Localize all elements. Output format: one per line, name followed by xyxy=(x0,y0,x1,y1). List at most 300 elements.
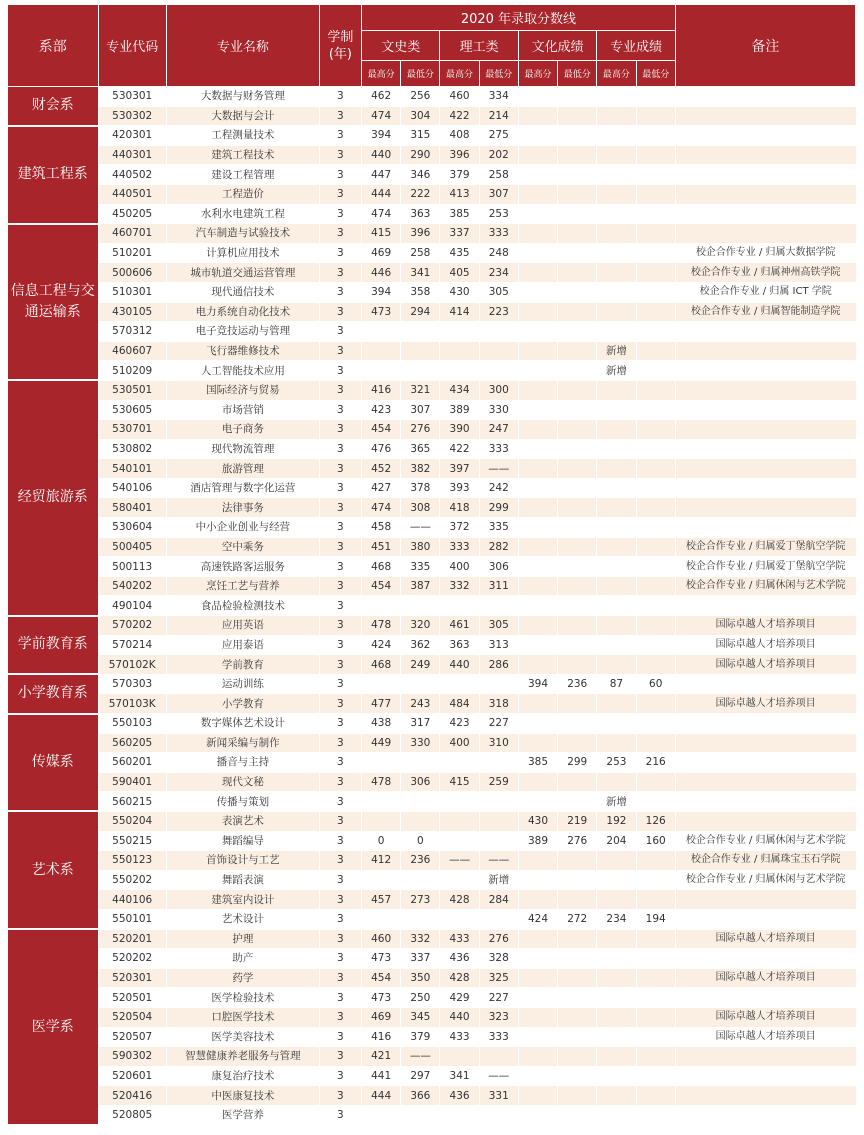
major-code-cell: 550103 xyxy=(98,714,166,734)
wenhua-min-cell xyxy=(558,870,597,890)
remark-cell: 校企合作专业 / 归属爱丁堡航空学院 xyxy=(675,557,855,577)
zhuanye-max-cell xyxy=(597,851,636,871)
major-name-cell: 飞行器维修技术 xyxy=(166,341,319,361)
wenhua-max-cell xyxy=(518,165,557,185)
remark-cell xyxy=(675,733,855,753)
zhuanye-min-cell xyxy=(636,1105,675,1125)
wenhua-max-cell xyxy=(518,949,557,969)
ligong-min-cell: 313 xyxy=(479,635,518,655)
zhuanye-max-cell xyxy=(597,459,636,479)
ligong-min-cell: 284 xyxy=(479,890,518,910)
major-name-cell: 播音与主持 xyxy=(166,753,319,773)
wenshi-min-cell: 297 xyxy=(401,1066,440,1086)
study-years-cell: 3 xyxy=(319,674,361,694)
zhuanye-min-cell xyxy=(636,282,675,302)
wenshi-max-cell xyxy=(362,361,401,381)
zhuanye-min-cell xyxy=(636,537,675,557)
ligong-min-cell: 282 xyxy=(479,537,518,557)
wenshi-max-cell: 412 xyxy=(362,851,401,871)
wenshi-max-cell: 438 xyxy=(362,714,401,734)
major-name-cell: 口腔医学技术 xyxy=(166,1007,319,1027)
major-code-cell: 550101 xyxy=(98,909,166,929)
major-name-cell: 工程测量技术 xyxy=(166,126,319,146)
remark-cell xyxy=(675,361,855,381)
major-name-cell: 新闻采编与制作 xyxy=(166,733,319,753)
major-code-cell: 520301 xyxy=(98,968,166,988)
table-row xyxy=(8,87,856,107)
major-name-cell: 电力系统自动化技术 xyxy=(166,302,319,322)
wenshi-max-cell xyxy=(362,596,401,616)
table-row xyxy=(8,204,856,224)
ligong-max-cell: 484 xyxy=(440,694,479,714)
major-code-cell: 500606 xyxy=(98,263,166,283)
zhuanye-min-cell xyxy=(636,949,675,969)
zhuanye-max-cell xyxy=(597,968,636,988)
zhuanye-max-cell xyxy=(597,870,636,890)
study-years-cell: 3 xyxy=(319,851,361,871)
wenshi-min-cell: 321 xyxy=(401,380,440,400)
study-years-cell: 3 xyxy=(319,1027,361,1047)
study-years-cell: 3 xyxy=(319,165,361,185)
wenhua-min-cell xyxy=(558,341,597,361)
major-name-cell: 中医康复技术 xyxy=(166,1086,319,1106)
ligong-min-cell: —— xyxy=(479,1066,518,1086)
zhuanye-min-cell xyxy=(636,87,675,107)
ligong-max-cell: —— xyxy=(440,851,479,871)
major-name-cell: 应用泰语 xyxy=(166,635,319,655)
major-code-cell: 520507 xyxy=(98,1027,166,1047)
table-row xyxy=(8,635,856,655)
zhuanye-max-cell xyxy=(597,890,636,910)
zhuanye-min-cell xyxy=(636,772,675,792)
major-code-cell: 570102K xyxy=(98,655,166,675)
major-name-cell: 小学教育 xyxy=(166,694,319,714)
major-name-cell: 数字媒体艺术设计 xyxy=(166,714,319,734)
zhuanye-max-cell xyxy=(597,106,636,126)
wenhua-max-cell xyxy=(518,988,557,1008)
wenshi-max-cell xyxy=(362,674,401,694)
ligong-max-cell: 440 xyxy=(440,1007,479,1027)
wenhua-max-cell xyxy=(518,733,557,753)
wenshi-max-cell: 0 xyxy=(362,831,401,851)
wenhua-max-cell xyxy=(518,263,557,283)
zhuanye-min-cell: 194 xyxy=(636,909,675,929)
ligong-min-cell: 311 xyxy=(479,576,518,596)
major-code-cell: 590401 xyxy=(98,772,166,792)
major-code-cell: 500113 xyxy=(98,557,166,577)
ligong-max-cell xyxy=(440,341,479,361)
wenhua-min-cell xyxy=(558,596,597,616)
header-code: 专业代码 xyxy=(98,5,166,87)
zhuanye-min-cell xyxy=(636,420,675,440)
study-years-cell: 3 xyxy=(319,635,361,655)
header-dept: 系部 xyxy=(8,5,99,87)
wenshi-min-cell xyxy=(401,870,440,890)
wenshi-max-cell: 454 xyxy=(362,420,401,440)
zhuanye-min-cell xyxy=(636,243,675,263)
major-code-cell: 560215 xyxy=(98,792,166,812)
remark-cell xyxy=(675,439,855,459)
study-years-cell: 3 xyxy=(319,714,361,734)
wenshi-max-cell: 468 xyxy=(362,655,401,675)
wenshi-min-cell xyxy=(401,674,440,694)
ligong-min-cell: 305 xyxy=(479,616,518,636)
wenhua-max-cell xyxy=(518,282,557,302)
table-row xyxy=(8,537,856,557)
zhuanye-max-cell xyxy=(597,1047,636,1067)
major-name-cell: 国际经济与贸易 xyxy=(166,380,319,400)
zhuanye-min-cell xyxy=(636,184,675,204)
wenshi-max-cell: 477 xyxy=(362,694,401,714)
ligong-min-cell: 318 xyxy=(479,694,518,714)
ligong-min-cell xyxy=(479,361,518,381)
wenshi-min-cell: 335 xyxy=(401,557,440,577)
major-code-cell: 530501 xyxy=(98,380,166,400)
major-name-cell: 助产 xyxy=(166,949,319,969)
admission-score-table xyxy=(7,4,856,1126)
major-code-cell: 520805 xyxy=(98,1105,166,1125)
table-row xyxy=(8,1047,856,1067)
major-code-cell: 550202 xyxy=(98,870,166,890)
ligong-max-cell: 415 xyxy=(440,772,479,792)
zhuanye-min-cell: 216 xyxy=(636,753,675,773)
major-name-cell: 旅游管理 xyxy=(166,459,319,479)
wenshi-min-cell: 332 xyxy=(401,929,440,949)
wenshi-min-cell: 0 xyxy=(401,831,440,851)
wenshi-max-cell: 424 xyxy=(362,635,401,655)
wenshi-min-cell xyxy=(401,1105,440,1125)
zhuanye-max-cell xyxy=(597,596,636,616)
table-row xyxy=(8,165,856,185)
wenshi-max-cell: 446 xyxy=(362,263,401,283)
study-years-cell: 3 xyxy=(319,518,361,538)
major-code-cell: 440106 xyxy=(98,890,166,910)
table-row xyxy=(8,518,856,538)
remark-cell xyxy=(675,949,855,969)
wenshi-min-cell xyxy=(401,341,440,361)
study-years-cell: 3 xyxy=(319,890,361,910)
remark-cell xyxy=(675,890,855,910)
zhuanye-max-cell xyxy=(597,714,636,734)
table-row xyxy=(8,1007,856,1027)
wenshi-max-cell: 394 xyxy=(362,126,401,146)
wenhua-min-cell xyxy=(558,459,597,479)
ligong-max-cell: 372 xyxy=(440,518,479,538)
table-row xyxy=(8,968,856,988)
study-years-cell: 3 xyxy=(319,988,361,1008)
study-years-cell: 3 xyxy=(319,1066,361,1086)
ligong-min-cell xyxy=(479,831,518,851)
remark-cell xyxy=(675,184,855,204)
ligong-max-cell: 440 xyxy=(440,655,479,675)
ligong-max-cell: 400 xyxy=(440,557,479,577)
wenshi-max-cell: 452 xyxy=(362,459,401,479)
wenhua-min-cell: 219 xyxy=(558,811,597,831)
wenshi-min-cell: 222 xyxy=(401,184,440,204)
wenshi-max-cell: 444 xyxy=(362,1086,401,1106)
major-code-cell: 570303 xyxy=(98,674,166,694)
wenshi-min-cell: 382 xyxy=(401,459,440,479)
ligong-min-cell: 331 xyxy=(479,1086,518,1106)
table-row xyxy=(8,792,856,812)
ligong-max-cell: 433 xyxy=(440,1027,479,1047)
wenhua-max-cell xyxy=(518,1066,557,1086)
wenshi-max-cell xyxy=(362,753,401,773)
wenhua-min-cell xyxy=(558,439,597,459)
wenhua-min-cell xyxy=(558,576,597,596)
major-code-cell: 510209 xyxy=(98,361,166,381)
ligong-min-cell: 333 xyxy=(479,1027,518,1047)
ligong-max-cell: 422 xyxy=(440,106,479,126)
zhuanye-max-cell: 253 xyxy=(597,753,636,773)
wenshi-min-cell: —— xyxy=(401,1047,440,1067)
wenshi-max-cell xyxy=(362,792,401,812)
ligong-max-cell: 332 xyxy=(440,576,479,596)
zhuanye-min-cell xyxy=(636,851,675,871)
major-code-cell: 460701 xyxy=(98,224,166,244)
major-name-cell: 城市轨道交通运营管理 xyxy=(166,263,319,283)
zhuanye-min-cell xyxy=(636,616,675,636)
wenhua-max-cell xyxy=(518,341,557,361)
wenshi-max-cell: 478 xyxy=(362,772,401,792)
zhuanye-max-cell xyxy=(597,145,636,165)
major-name-cell: 食品检验检测技术 xyxy=(166,596,319,616)
major-name-cell: 水利水电建筑工程 xyxy=(166,204,319,224)
wenshi-min-cell: 379 xyxy=(401,1027,440,1047)
wenhua-max-cell xyxy=(518,792,557,812)
header-max: 最高分 xyxy=(362,61,401,87)
ligong-min-cell: 306 xyxy=(479,557,518,577)
ligong-min-cell xyxy=(479,1047,518,1067)
wenhua-max-cell xyxy=(518,322,557,342)
ligong-max-cell: 423 xyxy=(440,714,479,734)
wenhua-max-cell xyxy=(518,596,557,616)
wenhua-max-cell xyxy=(518,87,557,107)
wenhua-max-cell xyxy=(518,459,557,479)
major-name-cell: 汽车制造与试验技术 xyxy=(166,224,319,244)
zhuanye-max-cell xyxy=(597,322,636,342)
wenhua-max-cell xyxy=(518,694,557,714)
wenhua-max-cell: 385 xyxy=(518,753,557,773)
remark-cell xyxy=(675,420,855,440)
wenshi-min-cell: 249 xyxy=(401,655,440,675)
major-code-cell: 440502 xyxy=(98,165,166,185)
ligong-min-cell xyxy=(479,1105,518,1125)
wenhua-max-cell xyxy=(518,420,557,440)
header-max: 最高分 xyxy=(518,61,557,87)
zhuanye-min-cell: 160 xyxy=(636,831,675,851)
header-min: 最低分 xyxy=(479,61,518,87)
remark-cell: 校企合作专业 / 归属智能制造学院 xyxy=(675,302,855,322)
study-years-cell: 3 xyxy=(319,792,361,812)
major-name-cell: 传播与策划 xyxy=(166,792,319,812)
wenhua-min-cell xyxy=(558,420,597,440)
wenhua-min-cell xyxy=(558,635,597,655)
remark-cell xyxy=(675,87,855,107)
wenshi-max-cell: 474 xyxy=(362,106,401,126)
remark-cell: 校企合作专业 / 归属休闲与艺术学院 xyxy=(675,870,855,890)
remark-cell xyxy=(675,145,855,165)
ligong-max-cell xyxy=(440,792,479,812)
study-years-cell: 3 xyxy=(319,478,361,498)
wenshi-min-cell: 396 xyxy=(401,224,440,244)
major-name-cell: 药学 xyxy=(166,968,319,988)
major-name-cell: 工程造价 xyxy=(166,184,319,204)
major-code-cell: 420301 xyxy=(98,126,166,146)
ligong-max-cell: 436 xyxy=(440,1086,479,1106)
wenhua-max-cell xyxy=(518,1027,557,1047)
zhuanye-max-cell xyxy=(597,635,636,655)
wenhua-min-cell xyxy=(558,322,597,342)
header-group-ligong: 理工类 xyxy=(440,31,518,61)
wenshi-min-cell: 330 xyxy=(401,733,440,753)
study-years-cell: 3 xyxy=(319,1047,361,1067)
study-years-cell: 3 xyxy=(319,596,361,616)
ligong-max-cell xyxy=(440,831,479,851)
wenshi-max-cell: 454 xyxy=(362,968,401,988)
major-code-cell: 520601 xyxy=(98,1066,166,1086)
ligong-max-cell xyxy=(440,361,479,381)
wenhua-min-cell xyxy=(558,361,597,381)
study-years-cell: 3 xyxy=(319,145,361,165)
zhuanye-min-cell xyxy=(636,165,675,185)
remark-cell: 国际卓越人才培养项目 xyxy=(675,1007,855,1027)
header-group-wenhua: 文化成绩 xyxy=(518,31,596,61)
wenhua-max-cell xyxy=(518,1105,557,1125)
wenhua-min-cell xyxy=(558,400,597,420)
study-years-cell: 3 xyxy=(319,929,361,949)
study-years-cell: 3 xyxy=(319,204,361,224)
ligong-max-cell xyxy=(440,322,479,342)
zhuanye-max-cell xyxy=(597,184,636,204)
ligong-max-cell: 429 xyxy=(440,988,479,1008)
table-row xyxy=(8,126,856,146)
remark-cell xyxy=(675,322,855,342)
study-years-cell: 3 xyxy=(319,694,361,714)
zhuanye-max-cell xyxy=(597,282,636,302)
major-code-cell: 440301 xyxy=(98,145,166,165)
wenhua-min-cell xyxy=(558,851,597,871)
wenshi-max-cell: 447 xyxy=(362,165,401,185)
zhuanye-min-cell: 60 xyxy=(636,674,675,694)
ligong-max-cell: 460 xyxy=(440,87,479,107)
zhuanye-min-cell xyxy=(636,263,675,283)
header-name: 专业名称 xyxy=(166,5,319,87)
ligong-min-cell: 310 xyxy=(479,733,518,753)
wenhua-min-cell xyxy=(558,282,597,302)
table-row xyxy=(8,322,856,342)
wenshi-min-cell xyxy=(401,792,440,812)
wenhua-max-cell xyxy=(518,1007,557,1027)
table-row xyxy=(8,557,856,577)
ligong-max-cell: 405 xyxy=(440,263,479,283)
wenhua-max-cell xyxy=(518,243,557,263)
remark-cell xyxy=(675,400,855,420)
zhuanye-min-cell xyxy=(636,478,675,498)
zhuanye-min-cell xyxy=(636,557,675,577)
zhuanye-min-cell: 126 xyxy=(636,811,675,831)
major-name-cell: 大数据与会计 xyxy=(166,106,319,126)
major-code-cell: 570214 xyxy=(98,635,166,655)
table-row xyxy=(8,1105,856,1125)
study-years-cell: 3 xyxy=(319,184,361,204)
table-row xyxy=(8,263,856,283)
wenhua-max-cell xyxy=(518,576,557,596)
wenshi-max-cell: 474 xyxy=(362,498,401,518)
study-years-cell: 3 xyxy=(319,1007,361,1027)
wenshi-max-cell: 473 xyxy=(362,949,401,969)
wenhua-max-cell xyxy=(518,478,557,498)
wenshi-max-cell: 454 xyxy=(362,576,401,596)
major-code-cell: 530605 xyxy=(98,400,166,420)
wenhua-max-cell xyxy=(518,616,557,636)
study-years-cell: 3 xyxy=(319,420,361,440)
wenshi-max-cell xyxy=(362,341,401,361)
major-name-cell: 大数据与财务管理 xyxy=(166,87,319,107)
ligong-max-cell: 397 xyxy=(440,459,479,479)
study-years-cell: 3 xyxy=(319,616,361,636)
table-row xyxy=(8,380,856,400)
study-years-cell: 3 xyxy=(319,537,361,557)
wenshi-min-cell xyxy=(401,811,440,831)
major-code-cell: 540106 xyxy=(98,478,166,498)
wenshi-max-cell: 474 xyxy=(362,204,401,224)
wenshi-min-cell: 366 xyxy=(401,1086,440,1106)
major-name-cell: 建筑工程技术 xyxy=(166,145,319,165)
major-name-cell: 舞蹈编导 xyxy=(166,831,319,851)
ligong-min-cell: 258 xyxy=(479,165,518,185)
wenhua-min-cell xyxy=(558,518,597,538)
major-name-cell: 舞蹈表演 xyxy=(166,870,319,890)
wenhua-min-cell xyxy=(558,204,597,224)
zhuanye-min-cell xyxy=(636,126,675,146)
remark-cell xyxy=(675,674,855,694)
ligong-min-cell: 214 xyxy=(479,106,518,126)
table-row xyxy=(8,145,856,165)
remark-cell: 校企合作专业 / 归属珠宝玉石学院 xyxy=(675,851,855,871)
table-row xyxy=(8,949,856,969)
major-code-cell: 530301 xyxy=(98,87,166,107)
zhuanye-min-cell xyxy=(636,988,675,1008)
ligong-max-cell: 363 xyxy=(440,635,479,655)
ligong-max-cell: 428 xyxy=(440,890,479,910)
zhuanye-max-cell xyxy=(597,380,636,400)
table-row xyxy=(8,282,856,302)
wenshi-max-cell: 415 xyxy=(362,224,401,244)
major-name-cell: 学前教育 xyxy=(166,655,319,675)
zhuanye-max-cell: 204 xyxy=(597,831,636,851)
remark-cell: 校企合作专业 / 归属神州高铁学院 xyxy=(675,263,855,283)
wenhua-max-cell xyxy=(518,204,557,224)
wenshi-max-cell: 457 xyxy=(362,890,401,910)
wenhua-max-cell xyxy=(518,380,557,400)
remark-cell: 校企合作专业 / 归属休闲与艺术学院 xyxy=(675,831,855,851)
table-row xyxy=(8,909,856,929)
zhuanye-min-cell xyxy=(636,341,675,361)
wenhua-min-cell xyxy=(558,929,597,949)
study-years-cell: 3 xyxy=(319,1086,361,1106)
table-row xyxy=(8,361,856,381)
ligong-max-cell: 461 xyxy=(440,616,479,636)
ligong-max-cell: 341 xyxy=(440,1066,479,1086)
ligong-max-cell xyxy=(440,1105,479,1125)
wenhua-min-cell xyxy=(558,988,597,1008)
study-years-cell: 3 xyxy=(319,282,361,302)
major-code-cell: 570103K xyxy=(98,694,166,714)
major-name-cell: 人工智能技术应用 xyxy=(166,361,319,381)
major-name-cell: 首饰设计与工艺 xyxy=(166,851,319,871)
major-name-cell: 现代通信技术 xyxy=(166,282,319,302)
